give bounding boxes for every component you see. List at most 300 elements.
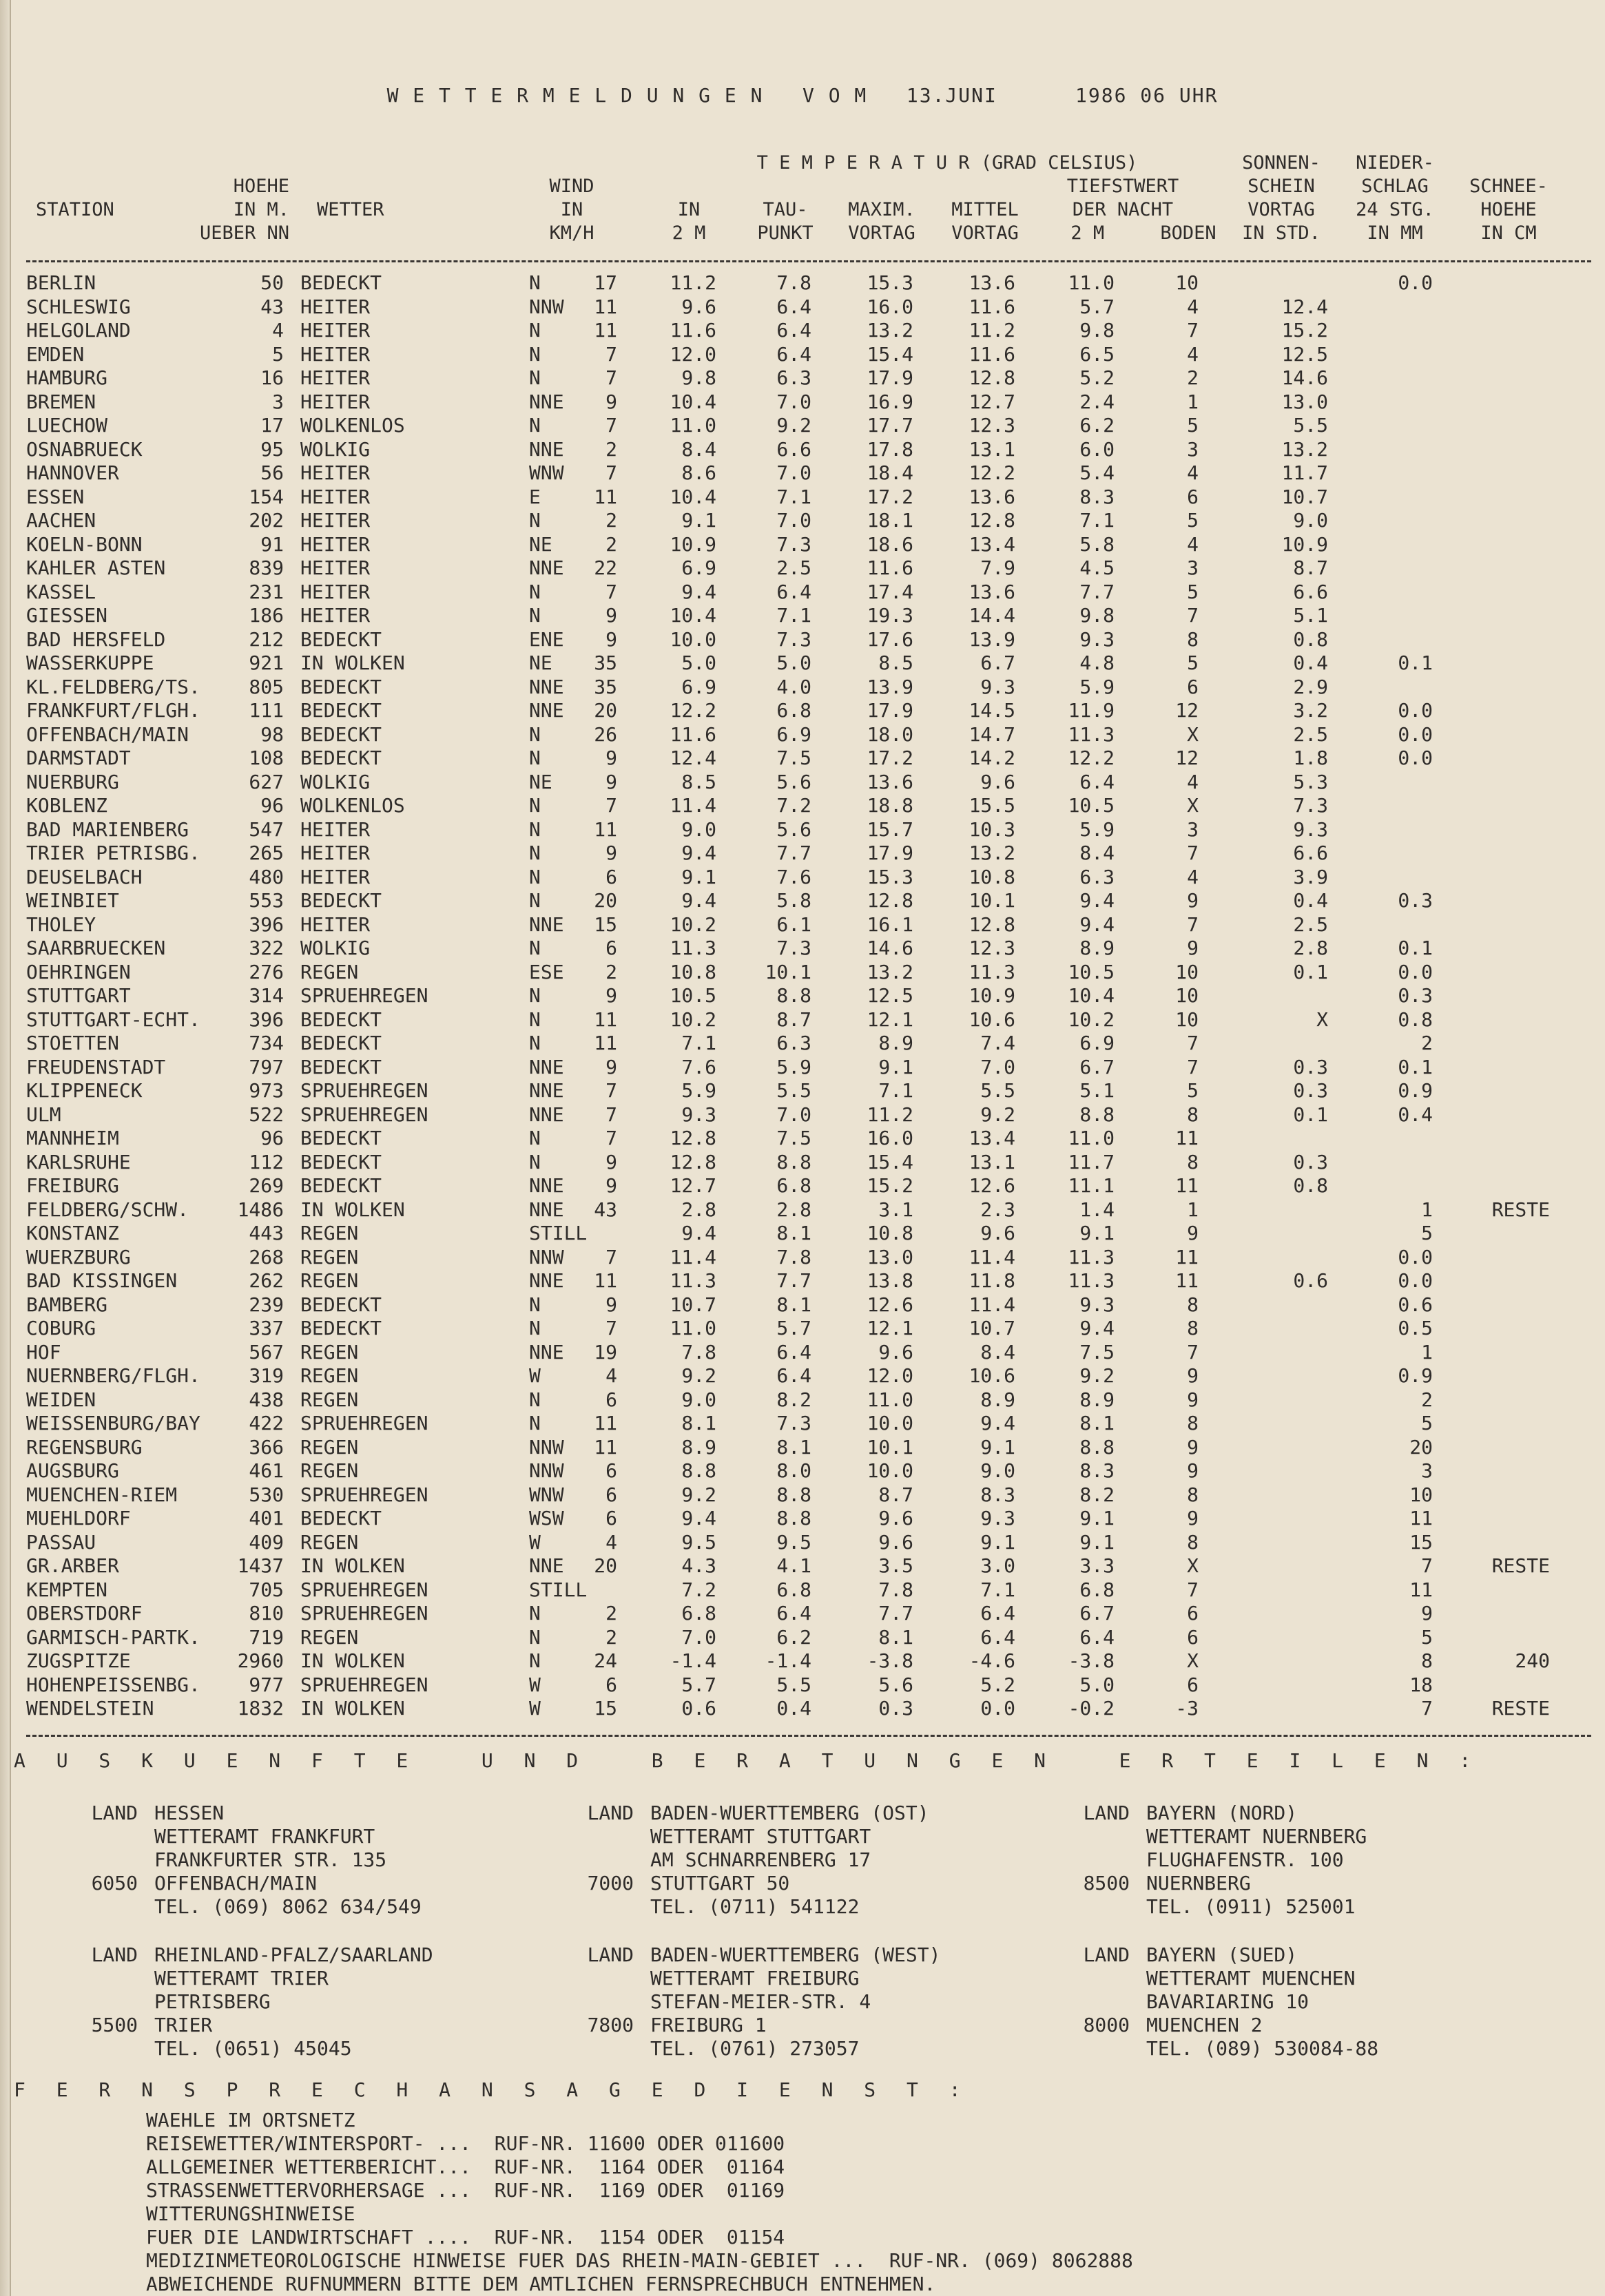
taupunkt: 7.3	[776, 532, 811, 556]
wind-direction: NNE	[529, 556, 564, 579]
wind-speed: 11	[594, 1412, 617, 1434]
sonnenschein: 2.8	[1293, 937, 1328, 959]
mittel-vortag: 10.7	[969, 1317, 1015, 1339]
sonnenschein: 11.7	[1281, 461, 1328, 484]
mittel-vortag: 14.7	[969, 722, 1015, 746]
address-prefix: LAND	[1083, 1802, 1130, 1824]
station-wetter: HEITER	[300, 509, 371, 532]
tiefstwert-2m: 5.2	[1079, 366, 1115, 389]
header-hoehe-2: IN M.	[233, 199, 289, 220]
table-row	[0, 913, 1605, 937]
wind-speed: 11	[594, 295, 617, 318]
tiefstwert-boden: 7	[1187, 1055, 1199, 1078]
niederschlag: 9	[1421, 1602, 1433, 1625]
station-name: WEINBIET	[26, 889, 119, 912]
wind-direction: N	[529, 747, 541, 769]
station-name: KAHLER ASTEN	[26, 556, 166, 579]
wind-direction: N	[529, 1150, 541, 1173]
niederschlag: 0.6	[1398, 1293, 1433, 1316]
table-row	[0, 1507, 1605, 1531]
tiefstwert-boden: 7	[1187, 604, 1199, 627]
wind-speed: 6	[605, 1459, 617, 1482]
niederschlag: 11	[1409, 1578, 1433, 1601]
wind-speed: 6	[605, 937, 617, 959]
address-text: TEL. (0761) 273057	[650, 2037, 860, 2060]
mittel-vortag: 11.6	[969, 295, 1015, 318]
max-vortag: 13.2	[867, 960, 913, 983]
tiefstwert-2m: 6.7	[1079, 1602, 1115, 1625]
sonnenschein: 13.2	[1281, 437, 1328, 461]
tiefstwert-2m: 6.4	[1079, 770, 1115, 793]
station-name: GIESSEN	[26, 604, 108, 627]
station-wetter: BEDECKT	[300, 722, 382, 746]
table-row	[0, 723, 1605, 747]
station-wetter: WOLKIG	[300, 770, 371, 793]
station-hoehe: 231	[249, 580, 284, 603]
wind-direction: NNE	[529, 912, 564, 936]
temp-2m: 9.4	[681, 842, 716, 864]
station-wetter: BEDECKT	[300, 1032, 382, 1054]
tiefstwert-2m: 9.1	[1079, 1507, 1115, 1530]
wind-direction: N	[529, 580, 541, 603]
taupunkt: 6.8	[776, 1578, 811, 1601]
sonnenschein: 2.9	[1293, 675, 1328, 698]
temp-2m: 10.4	[670, 485, 716, 508]
wind-direction: N	[529, 509, 541, 532]
mittel-vortag: 13.1	[969, 1150, 1015, 1173]
station-wetter: REGEN	[300, 1222, 359, 1244]
taupunkt: 6.6	[776, 437, 811, 461]
taupunkt: 7.8	[776, 271, 811, 294]
station-hoehe: 921	[249, 651, 284, 674]
header-hoehe-3: UEBER NN	[199, 222, 289, 244]
station-name: BAMBERG	[26, 1293, 108, 1316]
niederschlag: 7	[1421, 1697, 1433, 1720]
header-sonnen-2: SCHEIN	[1247, 176, 1315, 197]
temp-2m: 9.0	[681, 1388, 716, 1411]
taupunkt: 6.3	[776, 1032, 811, 1054]
tiefstwert-boden: 1	[1187, 1198, 1199, 1221]
wind-speed: 22	[594, 556, 617, 579]
schneehoehe: RESTE	[1491, 1554, 1550, 1577]
address-text: OFFENBACH/MAIN	[154, 1872, 318, 1895]
tiefstwert-boden: 8	[1187, 1150, 1199, 1173]
address-prefix: 5500	[91, 2014, 138, 2036]
address-text: TEL. (0651) 45045	[154, 2037, 352, 2060]
max-vortag: 17.6	[867, 627, 913, 651]
wind-speed: 9	[605, 1150, 617, 1173]
header-t2m-2: 2 M	[672, 222, 706, 244]
header-nieder-4: IN MM	[1367, 222, 1423, 244]
sonnenschein: 10.9	[1281, 532, 1328, 556]
station-wetter: BEDECKT	[300, 1317, 382, 1339]
tiefstwert-2m: 8.9	[1079, 1388, 1115, 1411]
header-wetter: WETTER	[317, 199, 384, 220]
station-wetter: BEDECKT	[300, 675, 382, 698]
station-name: OBERSTDORF	[26, 1602, 143, 1625]
table-row	[0, 414, 1605, 438]
wind-speed: 7	[605, 461, 617, 484]
max-vortag: 8.7	[878, 1483, 913, 1506]
sonnenschein: 0.1	[1293, 1103, 1328, 1126]
wind-direction: N	[529, 319, 541, 342]
table-row	[0, 1578, 1605, 1603]
max-vortag: 17.7	[867, 414, 913, 437]
station-hoehe: 112	[249, 1150, 284, 1173]
table-row	[0, 1032, 1605, 1056]
taupunkt: 7.2	[776, 794, 811, 817]
wind-direction: N	[529, 1127, 541, 1149]
table-row	[0, 1483, 1605, 1507]
table-row	[0, 984, 1605, 1008]
wind-speed: 7	[605, 1079, 617, 1102]
address-text: STUTTGART 50	[650, 1872, 790, 1895]
mittel-vortag: 8.4	[980, 1340, 1015, 1364]
table-bottom-divider	[26, 1735, 1591, 1737]
mittel-vortag: 13.6	[969, 580, 1015, 603]
temp-2m: 12.8	[670, 1150, 716, 1173]
tiefstwert-boden: 10	[1175, 271, 1199, 294]
max-vortag: 17.8	[867, 437, 913, 461]
wind-speed: 35	[594, 675, 617, 698]
temp-2m: 10.2	[670, 912, 716, 936]
tiefstwert-2m: 11.3	[1068, 1269, 1115, 1292]
wind-direction: N	[529, 817, 541, 841]
niederschlag: 0.0	[1398, 722, 1433, 746]
station-name: HOHENPEISSENBG.	[26, 1673, 200, 1696]
station-name: WUERZBURG	[26, 1245, 131, 1269]
station-hoehe: 16	[260, 366, 284, 389]
station-wetter: BEDECKT	[300, 1293, 382, 1316]
station-wetter: BEDECKT	[300, 1507, 382, 1530]
wind-speed: 9	[605, 747, 617, 769]
header-mittel-2: VORTAG	[951, 222, 1019, 244]
mittel-vortag: 11.4	[969, 1293, 1015, 1316]
table-row	[0, 1198, 1605, 1222]
mittel-vortag: 9.3	[980, 1507, 1015, 1530]
max-vortag: 10.0	[867, 1459, 913, 1482]
station-name: ZUGSPITZE	[26, 1649, 131, 1672]
mittel-vortag: 9.1	[980, 1435, 1015, 1459]
niederschlag: 0.1	[1398, 651, 1433, 674]
station-name: SCHLESWIG	[26, 295, 131, 318]
station-hoehe: 627	[249, 770, 284, 793]
station-name: STOETTEN	[26, 1032, 119, 1054]
wind-direction: NE	[529, 651, 552, 674]
station-name: MUENCHEN-RIEM	[26, 1483, 178, 1506]
taupunkt: 5.9	[776, 1055, 811, 1078]
tiefstwert-boden: 9	[1187, 1364, 1199, 1387]
niederschlag: 0.1	[1398, 937, 1433, 959]
tiefstwert-2m: 3.3	[1079, 1554, 1115, 1577]
wind-speed: 7	[605, 794, 617, 817]
sonnenschein: 0.3	[1293, 1079, 1328, 1102]
mittel-vortag: 10.6	[969, 1364, 1015, 1387]
mittel-vortag: 5.5	[980, 1079, 1015, 1102]
station-name: BERLIN	[26, 271, 96, 294]
tiefstwert-2m: 9.8	[1079, 319, 1115, 342]
tiefstwert-boden: 9	[1187, 889, 1199, 912]
station-name: NUERBURG	[26, 770, 119, 793]
temp-2m: 11.0	[670, 1317, 716, 1339]
station-table	[0, 271, 1605, 1721]
sonnenschein: 3.2	[1293, 699, 1328, 722]
mittel-vortag: 6.4	[980, 1625, 1015, 1649]
sonnenschein: 10.7	[1281, 485, 1328, 508]
max-vortag: 17.9	[867, 699, 913, 722]
wind-speed: 7	[605, 366, 617, 389]
station-wetter: BEDECKT	[300, 1174, 382, 1197]
station-wetter: SPRUEHREGEN	[300, 1079, 428, 1102]
station-name: LUECHOW	[26, 414, 108, 437]
header-station: STATION	[36, 199, 114, 220]
temp-2m: 5.0	[681, 651, 716, 674]
taupunkt: 8.8	[776, 1507, 811, 1530]
tiefstwert-2m: 5.9	[1079, 817, 1115, 841]
temp-2m: 9.0	[681, 817, 716, 841]
tiefstwert-boden: 3	[1187, 817, 1199, 841]
table-row	[0, 295, 1605, 320]
taupunkt: 8.1	[776, 1222, 811, 1244]
station-wetter: WOLKIG	[300, 437, 371, 461]
wind-direction: N	[529, 1032, 541, 1054]
station-hoehe: 1437	[237, 1554, 284, 1577]
taupunkt: 5.6	[776, 770, 811, 793]
wind-speed: 4	[605, 1530, 617, 1554]
wind-speed: 2	[605, 509, 617, 532]
temp-2m: 11.4	[670, 1245, 716, 1269]
tiefstwert-boden: 4	[1187, 295, 1199, 318]
station-wetter: IN WOLKEN	[300, 651, 405, 674]
wind-speed: 11	[594, 319, 617, 342]
station-wetter: REGEN	[300, 1530, 359, 1554]
tiefstwert-2m: 8.3	[1079, 485, 1115, 508]
tiefstwert-2m: 11.3	[1068, 1245, 1115, 1269]
wind-speed: 9	[605, 1293, 617, 1316]
tiefstwert-boden: 7	[1187, 1340, 1199, 1364]
station-name: HOF	[26, 1340, 61, 1364]
station-hoehe: 43	[260, 295, 284, 318]
tiefstwert-2m: 9.2	[1079, 1364, 1115, 1387]
niederschlag: 0.0	[1398, 960, 1433, 983]
station-name: DARMSTADT	[26, 747, 131, 769]
station-wetter: REGEN	[300, 1364, 359, 1387]
mittel-vortag: 7.9	[980, 556, 1015, 579]
address-prefix: LAND	[91, 1943, 138, 1966]
table-row	[0, 1246, 1605, 1270]
tiefstwert-2m: 6.2	[1079, 414, 1115, 437]
station-wetter: REGEN	[300, 1435, 359, 1459]
taupunkt: 10.1	[765, 960, 811, 983]
table-row	[0, 271, 1605, 295]
wind-direction: NNE	[529, 1079, 564, 1102]
temp-2m: 12.4	[670, 747, 716, 769]
niederschlag: 2	[1421, 1032, 1433, 1054]
station-hoehe: 409	[249, 1530, 284, 1554]
sonnenschein: 0.6	[1293, 1269, 1328, 1292]
station-hoehe: 108	[249, 747, 284, 769]
sonnenschein: 3.9	[1293, 865, 1328, 888]
wind-speed: 6	[605, 1483, 617, 1506]
table-row	[0, 343, 1605, 367]
tiefstwert-2m: 10.5	[1068, 960, 1115, 983]
address-text: BAYERN (NORD)	[1146, 1802, 1298, 1824]
header-schnee-2: HOEHE	[1480, 199, 1537, 220]
wind-direction: NNE	[529, 699, 564, 722]
taupunkt: 6.4	[776, 319, 811, 342]
mittel-vortag: 12.8	[969, 509, 1015, 532]
header-taupunkt-1: TAU-	[763, 199, 808, 220]
max-vortag: 17.9	[867, 366, 913, 389]
table-row	[0, 556, 1605, 581]
station-wetter: HEITER	[300, 342, 371, 366]
header-sonnen-3: VORTAG	[1247, 199, 1315, 220]
wind-speed: 6	[605, 1673, 617, 1696]
station-wetter: SPRUEHREGEN	[300, 1103, 428, 1126]
wind-speed: 17	[594, 271, 617, 294]
tiefstwert-boden: 8	[1187, 1293, 1199, 1316]
niederschlag: 0.8	[1398, 1008, 1433, 1031]
temp-2m: 12.7	[670, 1174, 716, 1197]
station-wetter: IN WOLKEN	[300, 1198, 405, 1221]
tiefstwert-2m: 8.9	[1079, 937, 1115, 959]
station-name: STUTTGART-ECHT.	[26, 1008, 200, 1031]
station-hoehe: 839	[249, 556, 284, 579]
wind-direction: NNE	[529, 1269, 564, 1292]
table-row	[0, 676, 1605, 700]
mittel-vortag: 11.2	[969, 319, 1015, 342]
wind-speed: 9	[605, 1174, 617, 1197]
taupunkt: 7.7	[776, 1269, 811, 1292]
wind-speed: 7	[605, 580, 617, 603]
mittel-vortag: 12.2	[969, 461, 1015, 484]
station-wetter: HEITER	[300, 817, 371, 841]
max-vortag: 16.9	[867, 390, 913, 413]
table-row	[0, 1412, 1605, 1436]
niederschlag: 0.0	[1398, 271, 1433, 294]
taupunkt: 6.4	[776, 1340, 811, 1364]
mittel-vortag: 12.7	[969, 390, 1015, 413]
phone-line: WAEHLE IM ORTSNETZ	[146, 2109, 355, 2131]
wind-direction: N	[529, 1317, 541, 1339]
temp-2m: 9.6	[681, 295, 716, 318]
temp-2m: 12.2	[670, 699, 716, 722]
station-wetter: HEITER	[300, 485, 371, 508]
station-name: KOELN-BONN	[26, 532, 143, 556]
station-hoehe: 268	[249, 1245, 284, 1269]
taupunkt: 7.3	[776, 937, 811, 959]
taupunkt: 6.4	[776, 295, 811, 318]
address-text: RHEINLAND-PFALZ/SAARLAND	[154, 1943, 433, 1966]
station-hoehe: 443	[249, 1222, 284, 1244]
wind-speed: 11	[594, 1435, 617, 1459]
address-prefix: 8500	[1083, 1872, 1130, 1895]
wind-direction: NE	[529, 770, 552, 793]
table-row	[0, 1341, 1605, 1365]
station-hoehe: 314	[249, 984, 284, 1007]
wind-speed: 24	[594, 1649, 617, 1672]
station-name: STUTTGART	[26, 984, 131, 1007]
header-maxim-2: VORTAG	[848, 222, 915, 244]
tiefstwert-boden: 10	[1175, 1008, 1199, 1031]
tiefstwert-boden: 2	[1187, 366, 1199, 389]
address-text: FREIBURG 1	[650, 2014, 767, 2036]
station-hoehe: 2960	[237, 1649, 284, 1672]
mittel-vortag: 9.1	[980, 1530, 1015, 1554]
tiefstwert-2m: 11.1	[1068, 1174, 1115, 1197]
sonnenschein: 13.0	[1281, 390, 1328, 413]
fernsprech-title: F E R N S P R E C H A N S A G E D I E N S T :	[14, 2078, 971, 2101]
table-row	[0, 438, 1605, 462]
niederschlag: 18	[1409, 1673, 1433, 1696]
taupunkt: 6.2	[776, 1625, 811, 1649]
header-nieder-3: 24 STG.	[1356, 199, 1434, 220]
station-name: WEISSENBURG/BAY	[26, 1412, 200, 1434]
tiefstwert-boden: 5	[1187, 414, 1199, 437]
tiefstwert-2m: 10.5	[1068, 794, 1115, 817]
tiefstwert-boden: 9	[1187, 1507, 1199, 1530]
mittel-vortag: 9.6	[980, 1222, 1015, 1244]
station-hoehe: 3	[272, 390, 284, 413]
station-name: SAARBRUECKEN	[26, 937, 166, 959]
max-vortag: 11.0	[867, 1388, 913, 1411]
station-hoehe: 461	[249, 1459, 284, 1482]
mittel-vortag: 9.4	[980, 1412, 1015, 1434]
max-vortag: 12.6	[867, 1293, 913, 1316]
max-vortag: 19.3	[867, 604, 913, 627]
wind-speed: 4	[605, 1364, 617, 1387]
mittel-vortag: 11.8	[969, 1269, 1015, 1292]
station-name: KLIPPENECK	[26, 1079, 143, 1102]
wind-speed: 9	[605, 842, 617, 864]
max-vortag: 10.1	[867, 1435, 913, 1459]
table-row	[0, 1697, 1605, 1721]
taupunkt: 5.7	[776, 1317, 811, 1339]
table-row	[0, 842, 1605, 866]
max-vortag: 7.1	[878, 1079, 913, 1102]
wind-direction: NNE	[529, 1103, 564, 1126]
wind-direction: NNE	[529, 675, 564, 698]
address-text: WETTERAMT MUENCHEN	[1146, 1967, 1356, 1990]
tiefstwert-2m: 9.8	[1079, 604, 1115, 627]
schneehoehe: RESTE	[1491, 1198, 1550, 1221]
temp-2m: 10.9	[670, 532, 716, 556]
station-name: GR.ARBER	[26, 1554, 119, 1577]
temp-2m: 9.4	[681, 889, 716, 912]
mittel-vortag: 9.2	[980, 1103, 1015, 1126]
tiefstwert-2m: 10.4	[1068, 984, 1115, 1007]
station-name: FELDBERG/SCHW.	[26, 1198, 189, 1221]
taupunkt: 6.4	[776, 580, 811, 603]
tiefstwert-boden: X	[1187, 1554, 1199, 1577]
station-hoehe: 202	[249, 509, 284, 532]
tiefstwert-boden: 9	[1187, 937, 1199, 959]
temp-2m: 8.8	[681, 1459, 716, 1482]
schneehoehe: RESTE	[1491, 1697, 1550, 1720]
tiefstwert-2m: 1.4	[1079, 1198, 1115, 1221]
taupunkt: 9.5	[776, 1530, 811, 1554]
taupunkt: 8.8	[776, 984, 811, 1007]
wind-direction: NNE	[529, 1055, 564, 1078]
table-row	[0, 366, 1605, 390]
niederschlag: 0.9	[1398, 1079, 1433, 1102]
tiefstwert-2m: 5.0	[1079, 1673, 1115, 1696]
tiefstwert-2m: 4.5	[1079, 556, 1115, 579]
wind-direction: STILL	[529, 1578, 588, 1601]
wind-direction: N	[529, 1388, 541, 1411]
station-name: HANNOVER	[26, 461, 119, 484]
max-vortag: 18.4	[867, 461, 913, 484]
